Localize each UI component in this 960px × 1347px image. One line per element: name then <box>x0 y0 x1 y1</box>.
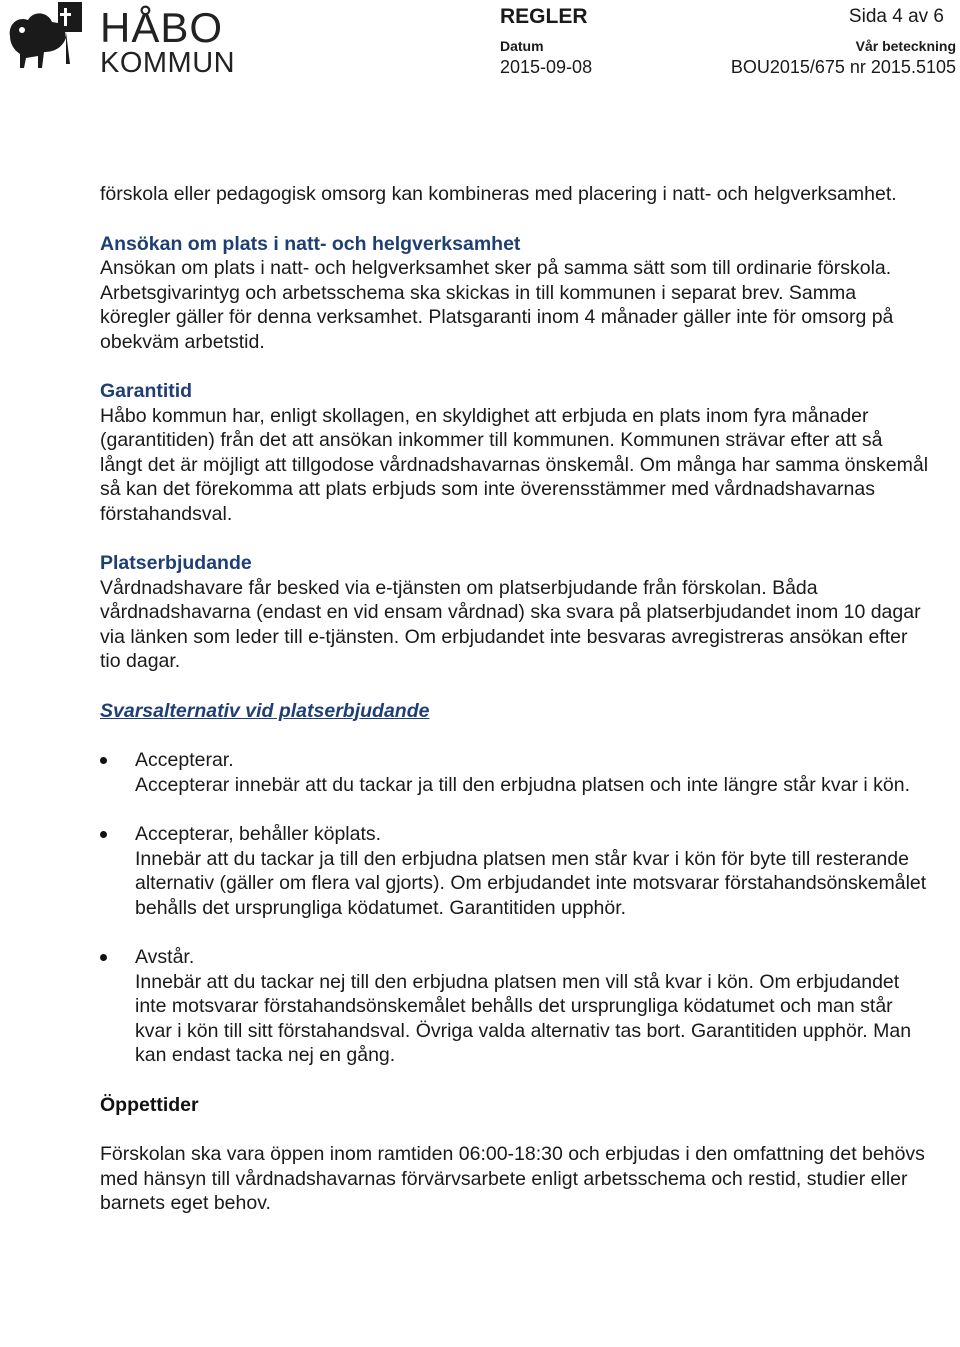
section-heading-opening-hours: Öppettider <box>100 1093 199 1116</box>
document-body <box>100 182 930 1216</box>
intro-paragraph: förskola eller pedagogisk omsorg kan kombineras med placering i natt- och helgverksamhet. <box>100 183 897 205</box>
section-text-guarantee: Håbo kommun har, enligt skollagen, en skyldighet att erbjuda en plats inom fyra månader (garantitiden) från det att ansökan inkommer till kommunen. Kommunen strävar efter att så långt det är möjligt att tillgodose vårdnadshavarnas önskemål. Om många har samma önskemål så kan det förekomma att plats erbjuds som inte överensstämmer med vårdnadshavarnas förstahandsval. <box>100 404 929 525</box>
list-item <box>100 822 930 920</box>
document-type: REGLER <box>500 5 588 28</box>
page-number: Sida 4 av 6 <box>848 6 944 27</box>
list-item <box>100 945 930 1068</box>
coat-of-arms-icon <box>4 2 92 82</box>
bullet-icon <box>100 954 107 961</box>
section-heading-response-options: Svarsalternativ vid platserbjudande <box>100 699 430 722</box>
bullet-icon <box>100 831 107 838</box>
list-item <box>100 748 930 797</box>
document-date: 2015-09-08 <box>500 57 593 77</box>
org-subtitle: KOMMUN <box>100 47 236 79</box>
option-title: Avstår. <box>135 946 195 968</box>
section-text-offer: Vårdnadshavare får besked via e-tjänsten om platserbjudande från förskolan. Båda vårdnadshavarna (endast en vid ensam vårdnad) ska svara på platserbjudandet inom 10 dagar via länken som leder till e-tjänsten. Om erbjudandet inte besvaras avregistreras ansökan efter tio dagar. <box>100 576 921 672</box>
municipality-logo <box>4 2 234 82</box>
option-text: Accepterar innebär att du tackar ja till den erbjudna platsen och inte längre står kvar i kön. <box>135 773 911 796</box>
option-title: Accepterar. <box>135 749 234 771</box>
response-options-list <box>100 748 930 1068</box>
section-heading-application: Ansökan om plats i natt- och helgverksamhet <box>100 232 521 255</box>
option-text: Innebär att du tackar nej till den erbjudna platsen men vill stå kvar i kön. Om erbjudandet inte motsvarar förstahandsönskemålet behålls det ursprungliga ködatumet och man står kvar i kön till sitt förstahandsval. Övriga valda alternativ tas bort. Garantitiden upphör. Man kan endast tacka nej en gång. <box>135 970 912 1066</box>
org-name: HÅBO <box>100 4 224 51</box>
option-title: Accepterar, behåller köplats. <box>135 823 382 845</box>
reference-label: Vår beteckning <box>855 38 956 54</box>
section-text-application: Ansökan om plats i natt- och helgverksamhet sker på samma sätt som till ordinarie förskola. Arbetsgivarintyg och arbetsschema ska skickas in till kommunen i separat brev. Samma köregler gäller för denna verksamhet. Platsgaranti inom 4 månader gäller inte för omsorg på obekväm arbetstid. <box>100 257 894 353</box>
section-heading-guarantee: Garantitid <box>100 380 193 402</box>
reference-number: BOU2015/675 nr 2015.5105 <box>730 57 956 77</box>
option-text: Innebär att du tackar ja till den erbjudna platsen men står kvar i kön för byte till resterande alternativ (gäller om flera val gjorts). Om erbjudandet inte motsvarar förstahandsönskemålet behålls det ursprungliga ködatumet. Garantitiden upphör. <box>135 847 927 919</box>
date-label: Datum <box>500 38 544 54</box>
section-heading-offer: Platserbjudande <box>100 552 252 574</box>
section-text-opening-hours: Förskolan ska vara öppen inom ramtiden 06:00-18:30 och erbjudas i den omfattning det behövs med hänsyn till vårdnadshavarnas förvärvsarbete enligt arbetsschema och restid, studier eller barnets eget behov. <box>100 1143 925 1214</box>
bullet-icon <box>100 757 107 764</box>
